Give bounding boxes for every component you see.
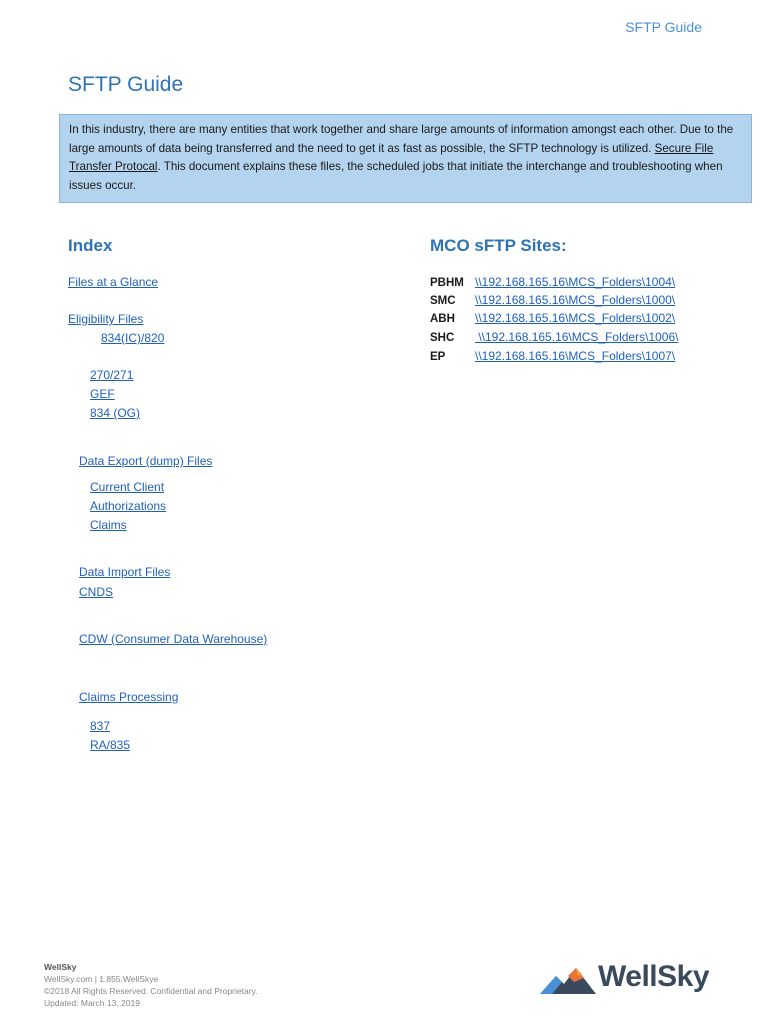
site-row xyxy=(430,293,675,307)
site-row xyxy=(430,275,675,289)
export-authorizations-link[interactable]: Authorizations xyxy=(90,499,167,513)
site-path-link[interactable]: \\192.168.165.16\MCS_Folders\1006\ xyxy=(475,330,679,344)
eligibility-gef-link[interactable]: GEF xyxy=(90,387,115,401)
export-claims-link[interactable]: Claims xyxy=(90,518,127,532)
site-row xyxy=(430,311,675,325)
data-import-link[interactable]: Data Import Files xyxy=(79,565,171,579)
site-path-link[interactable]: \\192.168.165.16\MCS_Folders\1004\ xyxy=(475,275,676,289)
claims-processing-link[interactable]: Claims Processing xyxy=(79,690,179,704)
data-export-link[interactable]: Data Export (dump) Files xyxy=(79,454,213,468)
export-current-client-link[interactable]: Current Client xyxy=(90,480,165,494)
site-row xyxy=(430,330,678,344)
site-code: SHC xyxy=(430,332,455,344)
site-code: SMC xyxy=(430,295,456,307)
site-row xyxy=(430,349,675,363)
site-path-link[interactable]: \\192.168.165.16\MCS_Folders\1002\ xyxy=(475,311,676,325)
claims-ra835-link[interactable]: RA/835 xyxy=(90,738,131,752)
import-cnds-link[interactable]: CNDS xyxy=(79,585,114,599)
site-code: EP xyxy=(430,351,446,363)
footer-contact: WellSky.com | 1.855.WellSkye xyxy=(44,974,159,984)
footer xyxy=(44,961,258,1009)
wellsky-logo xyxy=(538,958,708,998)
site-path-link[interactable]: \\192.168.165.16\MCS_Folders\1000\ xyxy=(475,293,676,307)
eligibility-834ic-link[interactable]: 834(IC)/820 xyxy=(101,331,165,345)
page-title: SFTP Guide xyxy=(68,73,184,96)
sftp-link[interactable]: Secure File Transfer Protocal xyxy=(69,141,714,173)
logo-text: WellSky xyxy=(598,960,710,993)
site-path-link[interactable]: \\192.168.165.16\MCS_Folders\1007\ xyxy=(475,349,676,363)
mountain-icon xyxy=(538,962,598,996)
footer-brand: WellSky xyxy=(44,962,77,972)
eligibility-834og-link[interactable]: 834 (OG) xyxy=(90,406,141,420)
site-code: ABH xyxy=(430,313,455,325)
files-at-a-glance-link[interactable]: Files at a Glance xyxy=(68,275,159,289)
header-title: SFTP Guide xyxy=(625,19,702,35)
intro-box xyxy=(59,114,752,203)
eligibility-files-link[interactable]: Eligibility Files xyxy=(68,312,144,326)
footer-updated: Updated: March 13, 2019 xyxy=(44,998,140,1008)
sites-heading: MCO sFTP Sites: xyxy=(430,236,567,255)
index-heading: Index xyxy=(68,236,113,255)
cdw-link[interactable]: CDW (Consumer Data Warehouse) xyxy=(79,632,268,646)
claims-837-link[interactable]: 837 xyxy=(90,719,111,733)
eligibility-270-link[interactable]: 270/271 xyxy=(90,368,134,382)
intro-text: In this industry, there are many entities that work together and share large amounts of information amongst each other. Due to the large amounts of data being transferred and the need to get it as fast as possible, the SFTP technology is utilized. xyxy=(69,123,734,155)
site-code: PBHM xyxy=(430,277,464,289)
footer-copyright: ©2018 All Rights Reserved. Confidential and Proprietary. xyxy=(44,986,258,996)
intro-text-end: . This document explains these files, the scheduled jobs that initiate the interchange and troubleshooting when issues occur. xyxy=(69,160,723,192)
